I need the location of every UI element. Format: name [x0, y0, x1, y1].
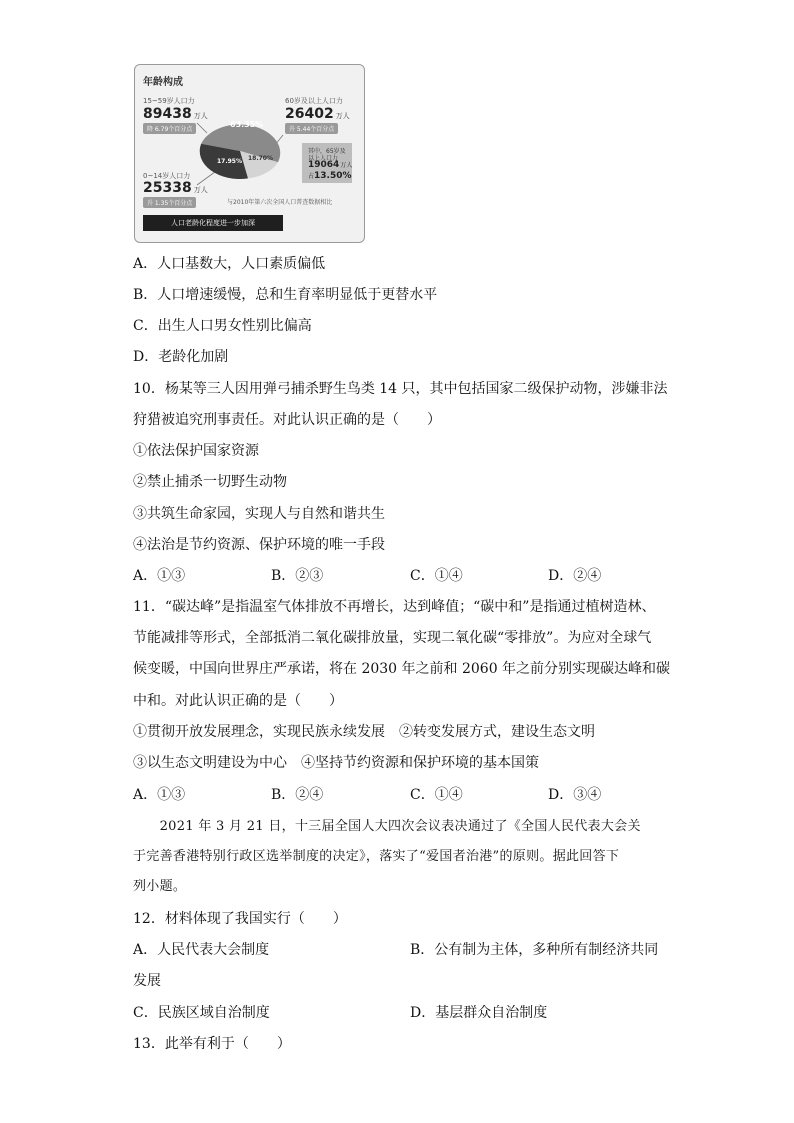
pie-label-b: 18.70% [248, 155, 273, 162]
pie-label-a: 63.35% [230, 120, 264, 129]
q10-item-4: ④法治是节约资源、保护环境的唯一手段 [133, 537, 385, 553]
pie-label-c: 17.95% [217, 158, 242, 165]
q12-stem: 12．材料体现了我国实行（ ） [133, 911, 347, 927]
figure-note: 与2010年第六次全国人口普查数据相比 [227, 199, 333, 206]
change-0-14: 升 1.35个百分点 [143, 197, 196, 208]
q12-option-b[interactable]: B．公有制为主体，多种所有制经济共同 [410, 942, 659, 958]
q10-option-a[interactable]: A．①③ [133, 568, 186, 584]
label-0-14: 0~14岁人口力 [143, 172, 191, 180]
q11-option-a[interactable]: A．①③ [133, 787, 186, 803]
value-0-14: 25338 万人 [143, 180, 208, 196]
q11-items-line1: ①贯彻开放发展理念，实现民族永续发展 ②转变发展方式，建设生态文明 [133, 724, 595, 740]
passage-line3: 列小题。 [133, 879, 187, 894]
q11-stem-line4: 中和。对此认识正确的是（ ） [133, 693, 343, 709]
change-60-plus: 升 5.44个百分点 [285, 123, 338, 134]
q11-option-b[interactable]: B．②④ [271, 787, 324, 803]
q9-option-c[interactable]: C．出生人口男女性别比偏高 [133, 318, 312, 334]
q10-item-2: ②禁止捕杀一切野生动物 [133, 474, 287, 490]
q9-option-b[interactable]: B．人口增速缓慢，总和生育率明显低于更替水平 [133, 287, 438, 303]
q11-stem-line1: 11．“碳达峰”是指温室气体排放不再增长，达到峰值；“碳中和”是指通过植树造林、 [133, 599, 656, 615]
figure-title: 年龄构成 [143, 77, 183, 88]
q9-option-d[interactable]: D．老龄化加剧 [133, 349, 229, 365]
q10-option-c[interactable]: C．①④ [410, 568, 463, 584]
q10-stem-line1: 10．杨某等三人因用弹弓捕杀野生鸟类 14 只，其中包括国家二级保护动物，涉嫌非法 [133, 381, 668, 397]
q10-option-d[interactable]: D．②④ [548, 568, 602, 584]
q11-option-c[interactable]: C．①④ [410, 787, 463, 803]
q12-option-a[interactable]: A．人民代表大会制度 [133, 942, 270, 958]
q11-option-d[interactable]: D．③④ [548, 787, 602, 803]
passage-line2: 于完善香港特别行政区选举制度的决定》，落实了“爱国者治港”的原则。据此回答下 [133, 849, 620, 864]
q10-stem-line2: 狩猎被追究刑事责任。对此认识正确的是（ ） [133, 412, 441, 428]
change-15-59: 降 6.79个百分点 [143, 123, 196, 134]
q12-option-d[interactable]: D．基层群众自治制度 [410, 1005, 548, 1021]
q11-items-line2: ③以生态文明建设为中心 ④坚持节约资源和保护环境的基本国策 [133, 755, 539, 771]
q12-option-b-continued: 发展 [133, 973, 161, 989]
age-structure-figure [134, 64, 365, 243]
q11-stem-line3: 候变暖，中国向世界庄严承诺，将在 2030 年之前和 2060 年之前分别实现碳达峰和碳 [133, 661, 671, 677]
passage-line1: 2021 年 3 月 21 日，十三届全国人大四次会议表决通过了《全国人民代表大会关 [133, 819, 641, 834]
q10-item-3: ③共筑生命家园，实现人与自然和谐共生 [133, 506, 385, 522]
q10-option-b[interactable]: B．②③ [271, 568, 324, 584]
value-15-59: 89438 万人 [143, 106, 208, 122]
q13-stem: 13．此举有利于（ ） [133, 1036, 291, 1052]
sub-65-box: 其中，65岁及 以上人口力 19064万人 占13.50% [302, 143, 352, 183]
q10-item-1: ①依法保护国家资源 [133, 443, 259, 459]
q9-option-a[interactable]: A．人口基数大，人口素质偏低 [133, 256, 326, 272]
label-15-59: 15~59岁人口力 [143, 97, 195, 105]
figure-banner: 人口老龄化程度进一步加深 [143, 215, 283, 231]
q12-option-c[interactable]: C．民族区域自治制度 [133, 1005, 270, 1021]
value-60-plus: 26402 万人 [285, 106, 350, 122]
q11-stem-line2: 节能减排等形式，全部抵消二氧化碳排放量，实现二氧化碳“零排放”。为应对全球气 [133, 630, 652, 646]
label-60-plus: 60岁及以上人口力 [285, 97, 343, 105]
